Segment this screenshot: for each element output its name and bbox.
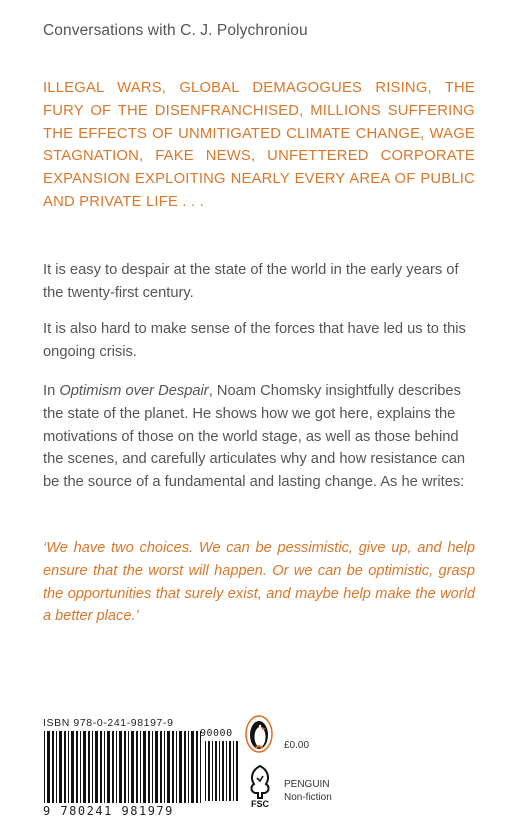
barcode-bar	[47, 731, 50, 803]
barcode-bar	[80, 731, 81, 803]
barcode-bar	[128, 731, 129, 803]
barcode-bar	[56, 731, 57, 803]
barcode-bar	[188, 731, 189, 803]
headline: ILLEGAL WARS, GLOBAL DEMAGOGUES RISING, THE FURY OF THE DISENFRANCHISED, MILLIONS SUFFERING THE EFFECTS OF UNMITIGATED CLIMATE CHANGE, WAGE STAGNATION, FAKE NEWS, UNFETTERED CORPORATE EXPANSION EXPLOITING NEARLY EVERY AREA OF PUBLIC AND PRIVATE LIFE . . .	[43, 80, 475, 210]
isbn-label: ISBN 978-0-241-98197-9	[43, 717, 174, 729]
addon-bar	[215, 741, 217, 801]
barcode-bar	[140, 731, 141, 803]
barcode-bar	[44, 731, 45, 803]
barcode-bar	[68, 731, 69, 803]
barcode-bar	[104, 731, 105, 803]
barcode-bar	[148, 731, 150, 803]
quote: ‘We have two choices. We can be pessimistic, give up, and help ensure that the worst will happen. Or we can be optimistic, grasp the opportunities that surely exist, and maybe help make the world a better place.’	[43, 540, 475, 625]
barcode-bar	[64, 731, 66, 803]
barcode-bar	[124, 731, 126, 803]
paragraph-3-rest: , Noam Chomsky insightfully describes the state of the planet. He shows how we got here, explains the motivations of those on the world stage, as well as those behind the scenes, and carefully articulates why and how resistance can be the source of a fundamental and lasting change. As he writes:	[43, 383, 466, 491]
addon-bar	[212, 741, 213, 801]
paragraph-3	[43, 380, 475, 494]
barcode-bar	[76, 731, 78, 803]
paragraph-2: It is also hard to make sense of the forces that have led us to this ongoing crisis.	[43, 321, 466, 360]
addon-bar	[229, 741, 231, 801]
barcode-bar	[196, 731, 198, 803]
barcode-bar	[100, 731, 102, 803]
barcode-bar	[184, 731, 186, 803]
fsc-label: FSC	[251, 799, 269, 808]
barcode-bar	[155, 731, 158, 803]
barcode-bar	[167, 731, 170, 803]
barcode-bar	[131, 731, 134, 803]
barcode-bar	[179, 731, 182, 803]
addon-bar	[205, 741, 206, 801]
addon-digits: 90000	[200, 728, 233, 739]
barcode-bar	[95, 731, 98, 803]
addon-bar	[222, 741, 224, 801]
barcode-bar	[116, 731, 117, 803]
barcode-bar	[59, 731, 62, 803]
barcode-bar	[172, 731, 174, 803]
barcode-bar	[176, 731, 177, 803]
barcode-bar	[107, 731, 110, 803]
addon-bar	[208, 741, 210, 801]
barcode-bar	[52, 731, 54, 803]
barcode-bar	[88, 731, 90, 803]
book-title: Optimism over Despair	[59, 383, 209, 399]
barcode-bar	[164, 731, 165, 803]
barcode-bar	[119, 731, 122, 803]
addon-bar	[236, 741, 238, 801]
publisher-block	[284, 778, 332, 804]
penguin-logo-icon	[245, 715, 273, 753]
barcode-bar	[112, 731, 114, 803]
barcode-bar	[92, 731, 93, 803]
price: £0.00	[284, 740, 310, 751]
barcode-bar	[83, 731, 86, 803]
addon-bar	[233, 741, 234, 801]
paragraph-3-prefix: In	[43, 383, 60, 399]
addon-barcode-bars	[204, 729, 242, 801]
category: Non-fiction	[284, 792, 332, 803]
barcode-bar	[191, 731, 194, 803]
subtitle: Conversations with C. J. Polychroniou	[43, 22, 308, 39]
paragraph-1: It is easy to despair at the state of the world in the early years of the twenty-first century.	[43, 262, 459, 301]
barcode-bar	[160, 731, 162, 803]
barcode-bar	[71, 731, 74, 803]
barcode-bar	[136, 731, 138, 803]
fsc-tree-icon	[246, 764, 274, 808]
barcode-bar	[200, 731, 201, 803]
addon-bar	[226, 741, 227, 801]
barcode-bar	[143, 731, 146, 803]
publisher-name: PENGUIN	[284, 779, 330, 790]
barcode-bar	[152, 731, 153, 803]
barcode-digits: 9 780241 981979	[43, 804, 174, 818]
addon-bar	[219, 741, 220, 801]
